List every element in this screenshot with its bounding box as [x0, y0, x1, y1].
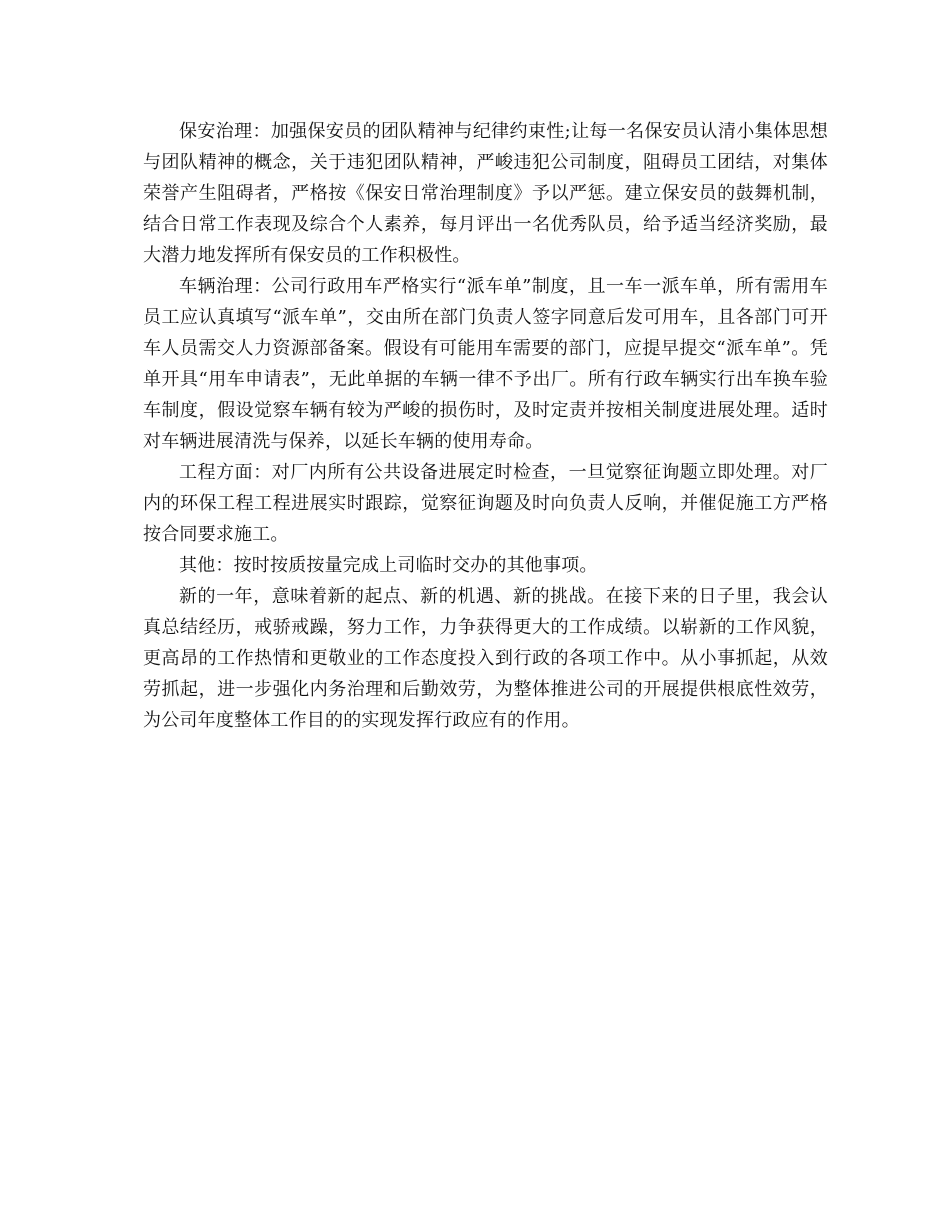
paragraph-other: 其他：按时按质按量完成上司临时交办的其他事项。	[179, 555, 598, 576]
document-body	[143, 116, 828, 736]
paragraph-vehicle-management: 车辆治理：公司行政用车严格实行“派车单”制度，且一车一派车单，所有需用车员工应认真填写“派车单”，交由所在部门负责人签字同意后发可用车，且各部门可开车人员需交人力资源部备案。假设有可能用车需要的部门，应提早提交“派车单”。凭单开具“用车申请表”，无此单据的车辆一律不予出厂。所有行政车辆实行出车换车验车制度，假设觉察车辆有较为严峻的损伤时，及时定责并按相关制度进展处理。适时对车辆进展清洗与保养，以延长车辆的使用寿命。	[143, 276, 828, 452]
paragraph-new-year: 新的一年，意味着新的起点、新的机遇、新的挑战。在接下来的日子里，我会认真总结经历，戒骄戒躁，努力工作，力争获得更大的工作成绩。以崭新的工作风貌，更高昂的工作热情和更敬业的工作态度投入到行政的各项工作中。从小事抓起，从效劳抓起，进一步强化内务治理和后勤效劳，为整体推进公司的开展提供根底性效劳，为公司年度整体工作目的的实现发挥行政应有的作用。	[143, 586, 828, 731]
paragraph-security-management: 保安治理：加强保安员的团队精神与纪律约束性;让每一名保安员认清小集体思想与团队精神的概念，关于违犯团队精神，严峻违犯公司制度，阻碍员工团结，对集体荣誉产生阻碍者，严格按《保安日常治理制度》予以严惩。建立保安员的鼓舞机制，结合日常工作表现及综合个人素养，每月评出一名优秀队员，给予适当经济奖励，最大潜力地发挥所有保安员的工作积极性。	[143, 121, 828, 266]
paragraph-engineering: 工程方面：对厂内所有公共设备进展定时检查，一旦觉察征询题立即处理。对厂内的环保工程工程进展实时跟踪，觉察征询题及时向负责人反响，并催促施工方严格按合同要求施工。	[143, 462, 828, 545]
